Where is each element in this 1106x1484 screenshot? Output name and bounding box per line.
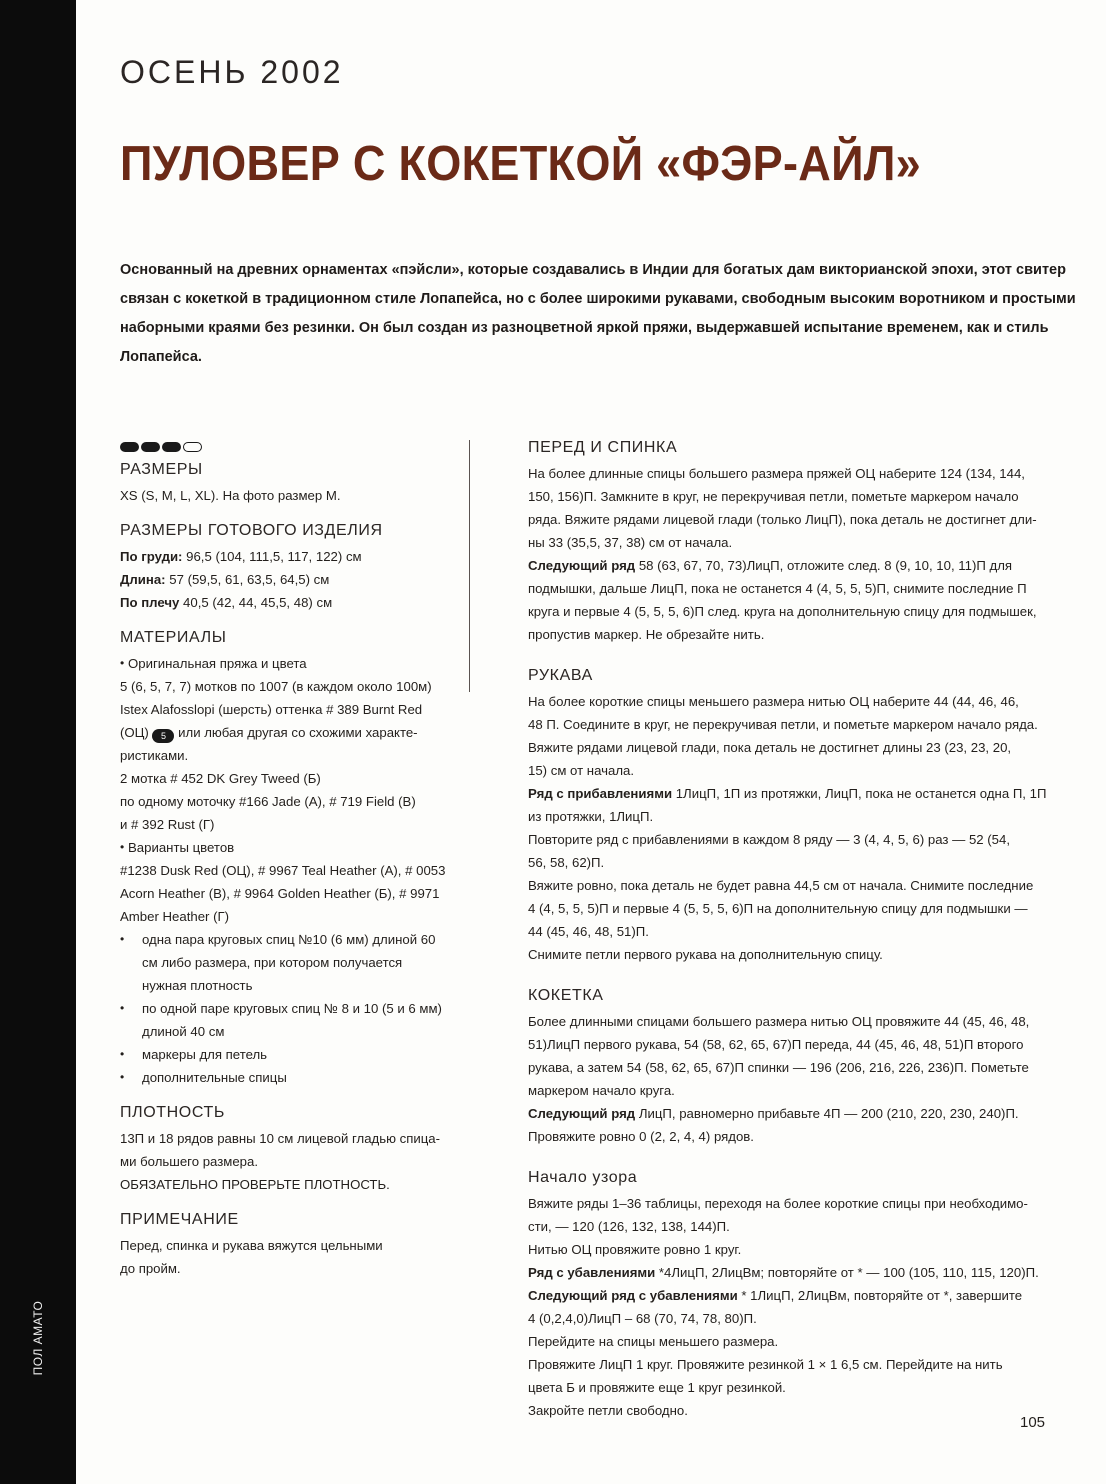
materials-item: • одна пара круговых спиц №10 (6 мм) длиной 60 см либо размера, при котором получается нужная плотность (120, 928, 442, 997)
front-back-heading: ПЕРЕД И СПИНКА (528, 439, 678, 456)
materials-line: 5 (6, 5, 7, 7) мотков по 1007 (в каждом около 100м) (120, 679, 432, 694)
materials-item: • по одной паре круговых спиц № 8 и 10 (5 и 6 мм) длиной 40 см (120, 997, 452, 1043)
pattern-line: сти, — 120 (126, 132, 138, 144)П. (528, 1219, 730, 1234)
front-back-line: подмышки, дальше ЛицП, пока не останется 4 (4, 5, 5, 5)П, снимите последние П (528, 581, 1027, 596)
yoke-line: Провяжите ровно 0 (2, 2, 4, 4) рядов. (528, 1129, 754, 1144)
chest-line: По груди: 96,5 (104, 111,5, 117, 122) см (120, 549, 362, 564)
yoke-line: Следующий ряд ЛицП, равномерно прибавьте 4П — 200 (210, 220, 230, 240)П. (528, 1106, 1019, 1121)
pattern-line: 4 (0,2,4,0)ЛицП – 68 (70, 74, 78, 80)П. (528, 1311, 757, 1326)
yoke-line: рукава, а затем 54 (58, 62, 65, 67)П спинки — 196 (206, 216, 226, 236)П. Пометьте (528, 1060, 1029, 1075)
materials-item: • маркеры для петель (120, 1043, 460, 1066)
front-back-line: пропустив маркер. Не обрезайте нить. (528, 627, 765, 642)
gauge-line: ми большего размера. (120, 1154, 258, 1169)
sizes-heading: РАЗМЕРЫ (120, 461, 203, 478)
front-back-line: Следующий ряд 58 (63, 67, 70, 73)ЛицП, отложите след. 8 (9, 10, 10, 11)П для (528, 558, 1013, 573)
materials-item: • Варианты цветов (120, 836, 460, 859)
sleeves-line: Ряд с прибавлениями 1ЛицП, 1П из протяжки, ЛицП, пока не останется одна П, 1П (528, 786, 1047, 801)
materials-line: Acorn Heather (В), # 9964 Golden Heather (Б), # 9971 (120, 886, 440, 901)
gauge-line: 13П и 18 рядов равны 10 см лицевой гладью спица- (120, 1131, 441, 1146)
finished-sizes-heading: РАЗМЕРЫ ГОТОВОГО ИЗДЕЛИЯ (120, 522, 383, 539)
sleeves-heading: РУКАВА (528, 667, 593, 684)
sleeves-line: 15) см от начала. (528, 763, 635, 778)
front-back-line: круга и первые 4 (5, 5, 5, 6)П след. круга на дополнительную спицу для подмышек, (528, 604, 1037, 619)
pattern-line: Ряд с убавлениями *4ЛицП, 2ЛицВм; повторяйте от * — 100 (105, 110, 115, 120)П. (528, 1265, 1039, 1280)
season-heading: ОСЕНЬ 2002 (120, 54, 344, 90)
note-heading: ПРИМЕЧАНИЕ (120, 1211, 239, 1228)
sleeves-line: Снимите петли первого рукава на дополнительную спицу. (528, 947, 883, 962)
sleeves-line: 48 П. Соедините в круг, не перекручивая петли, и пометьте маркером начало ряда. (528, 717, 1038, 732)
note-line: Перед, спинка и рукава вяжутся цельными (120, 1238, 383, 1253)
materials-item: • Оригинальная пряжа и цвета (120, 652, 460, 675)
sleeves-line: 56, 58, 62)П. (528, 855, 605, 870)
materials-line: по одному моточку #166 Jade (А), # 719 Field (В) (120, 794, 416, 809)
pattern-line: Нитью ОЦ провяжите ровно 1 круг. (528, 1242, 742, 1257)
sleeves-line: из протяжки, 1ЛицП. (528, 809, 654, 824)
length-line: Длина: 57 (59,5, 61, 63,5, 64,5) см (120, 572, 330, 587)
front-back-line: ны 33 (35,5, 37, 38) см от начала. (528, 535, 733, 550)
skill-level-icon (120, 438, 460, 456)
sleeves-line: 44 (45, 46, 48, 51)П. (528, 924, 649, 939)
sizes-text: XS (S, M, L, XL). На фото размер M. (120, 488, 341, 503)
materials-line: #1238 Dusk Red (ОЦ), # 9967 Teal Heather (А), # 0053 (120, 863, 446, 878)
sleeves-line: Вяжите рядами лицевой глади, пока деталь не достигнет длины 23 (23, 23, 20, (528, 740, 1012, 755)
gauge-heading: ПЛОТНОСТЬ (120, 1104, 225, 1121)
shoulder-line: По плечу 40,5 (42, 44, 45,5, 48) см (120, 595, 333, 610)
page-title: ПУЛОВЕР С КОКЕТКОЙ «ФЭР-АЙЛ» (120, 137, 922, 191)
left-column (120, 438, 460, 1280)
pattern-line: Вяжите ряды 1–36 таблицы, переходя на более короткие спицы при необходимо- (528, 1196, 1028, 1211)
materials-line: (ОЦ) 5 или любая другая со схожими характе- (120, 725, 418, 741)
page-spine (0, 0, 76, 1484)
sleeves-line: На более короткие спицы меньшего размера нитью ОЦ наберите 44 (44, 46, 46, (528, 694, 1019, 709)
page-number: 105 (1020, 1414, 1046, 1431)
skill-dot-empty (183, 442, 202, 452)
skill-dot-filled (162, 442, 181, 452)
column-divider (469, 440, 470, 692)
materials-item: • дополнительные спицы (120, 1066, 460, 1089)
right-column (528, 438, 1048, 1422)
materials-heading: МАТЕРИАЛЫ (120, 629, 227, 646)
skill-dot-filled (120, 442, 139, 452)
sleeves-line: 4 (4, 5, 5, 5)П и первые 4 (5, 5, 5, 6)П на дополнительную спицу для подмышки — (528, 901, 1028, 916)
front-back-line: 150, 156)П. Замкните в круг, не перекручивая петли, пометьте маркером начало (528, 489, 1019, 504)
yoke-line: маркером начало круга. (528, 1083, 675, 1098)
intro-paragraph: Основанный на древних орнаментах «пэйсли», которые создавались в Индии для богатых дам викторианской эпохи, этот свитер связан с кокеткой в традиционном стиле Лопапейса, но с более широкими рукавами, свободным высоким воротником и простыми наборными краями без резинки. Он был создан из разноцветной яркой пряжи, выдержавшей испытание временем, как и стиль Лопапейса. (120, 262, 1076, 365)
yarn-weight-icon: 5 (152, 729, 174, 743)
yoke-line: Более длинными спицами большего размера нитью ОЦ провяжите 44 (45, 46, 48, (528, 1014, 1030, 1029)
front-back-line: На более длинные спицы большего размера пряжей ОЦ наберите 124 (134, 144, (528, 466, 1025, 481)
gauge-line: ОБЯЗАТЕЛЬНО ПРОВЕРЬТЕ ПЛОТНОСТЬ. (120, 1177, 390, 1192)
materials-line: Amber Heather (Г) (120, 909, 230, 924)
materials-line: и # 392 Rust (Г) (120, 817, 215, 832)
pattern-line: Провяжите ЛицП 1 круг. Провяжите резинкой 1 × 1 6,5 см. Перейдите на нить (528, 1357, 1003, 1372)
materials-line: Istex Alafosslopi (шерсть) оттенка # 389 Burnt Red (120, 702, 423, 717)
pattern-line: Следующий ряд с убавлениями * 1ЛицП, 2ЛицВм, повторяйте от *, завершите (528, 1288, 1023, 1303)
materials-line: ристиками. (120, 748, 189, 763)
skill-dot-filled (141, 442, 160, 452)
sleeves-line: Повторите ряд с прибавлениями в каждом 8 ряду — 3 (4, 4, 5, 6) раз — 52 (54, (528, 832, 1011, 847)
pattern-heading: Начало узора (528, 1169, 638, 1186)
sleeves-line: Вяжите ровно, пока деталь не будет равна 44,5 см от начала. Снимите последние (528, 878, 1034, 893)
author-name: ПОЛ АМАТО (31, 1300, 45, 1376)
materials-line: 2 мотка # 452 DK Grey Tweed (Б) (120, 771, 321, 786)
pattern-line: Перейдите на спицы меньшего размера. (528, 1334, 779, 1349)
note-line: до пройм. (120, 1261, 181, 1276)
yoke-heading: КОКЕТКА (528, 987, 604, 1004)
front-back-line: ряда. Вяжите рядами лицевой глади (только ЛицП), пока деталь не достигнет дли- (528, 512, 1037, 527)
pattern-line: цвета Б и провяжите еще 1 круг резинкой. (528, 1380, 786, 1395)
yoke-line: 51)ЛицП первого рукава, 54 (58, 62, 65, 67)П переда, 44 (45, 46, 48, 51)П второго (528, 1037, 1024, 1052)
pattern-line: Закройте петли свободно. (528, 1403, 688, 1418)
